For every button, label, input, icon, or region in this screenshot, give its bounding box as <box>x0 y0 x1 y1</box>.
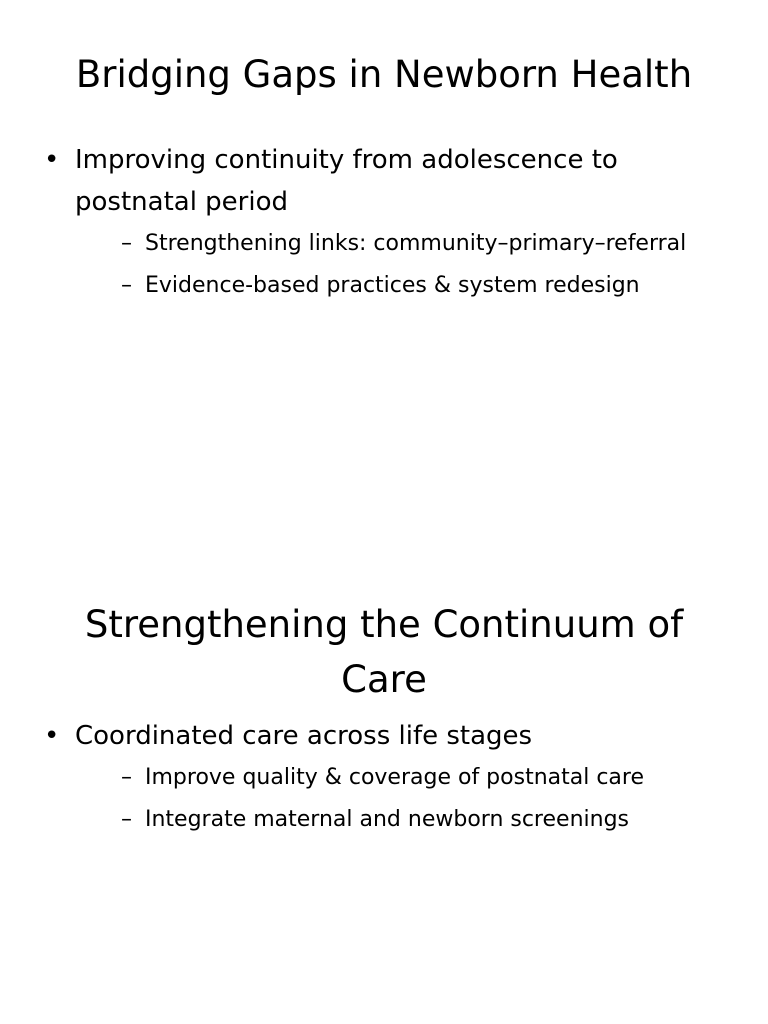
bullet-list <box>38 139 738 307</box>
sub-bullet-item <box>75 799 738 841</box>
slide-title: Strengthening the Continuum of Care <box>84 603 684 701</box>
sub-bullet-text: Improve quality & coverage of postnatal care <box>145 765 645 790</box>
dash-marker: – <box>121 231 132 256</box>
bullet-marker: • <box>44 145 60 175</box>
bullet-text: Improving continuity from adolescence to postnatal period <box>75 145 618 217</box>
bullet-list <box>38 715 738 841</box>
bullet-item <box>38 715 738 841</box>
sub-bullet-text: Integrate maternal and newborn screenings <box>145 807 629 832</box>
dash-marker: – <box>121 765 132 790</box>
sub-bullet-text: Strengthening links: community–primary–referral <box>145 231 687 256</box>
slide-title: Bridging Gaps in Newborn Health <box>75 53 693 96</box>
slide-2 <box>0 512 768 1024</box>
bullet-item <box>38 139 738 307</box>
dash-marker: – <box>121 273 132 298</box>
sub-bullet-item <box>75 265 738 307</box>
sub-bullet-list <box>75 757 738 841</box>
sub-bullet-list <box>75 223 738 307</box>
bullet-marker: • <box>44 721 60 751</box>
sub-bullet-item <box>75 757 738 799</box>
bullet-text: Coordinated care across life stages <box>75 721 533 751</box>
dash-marker: – <box>121 807 132 832</box>
sub-bullet-item <box>75 223 738 265</box>
sub-bullet-text: Evidence-based practices & system redesign <box>145 273 640 298</box>
